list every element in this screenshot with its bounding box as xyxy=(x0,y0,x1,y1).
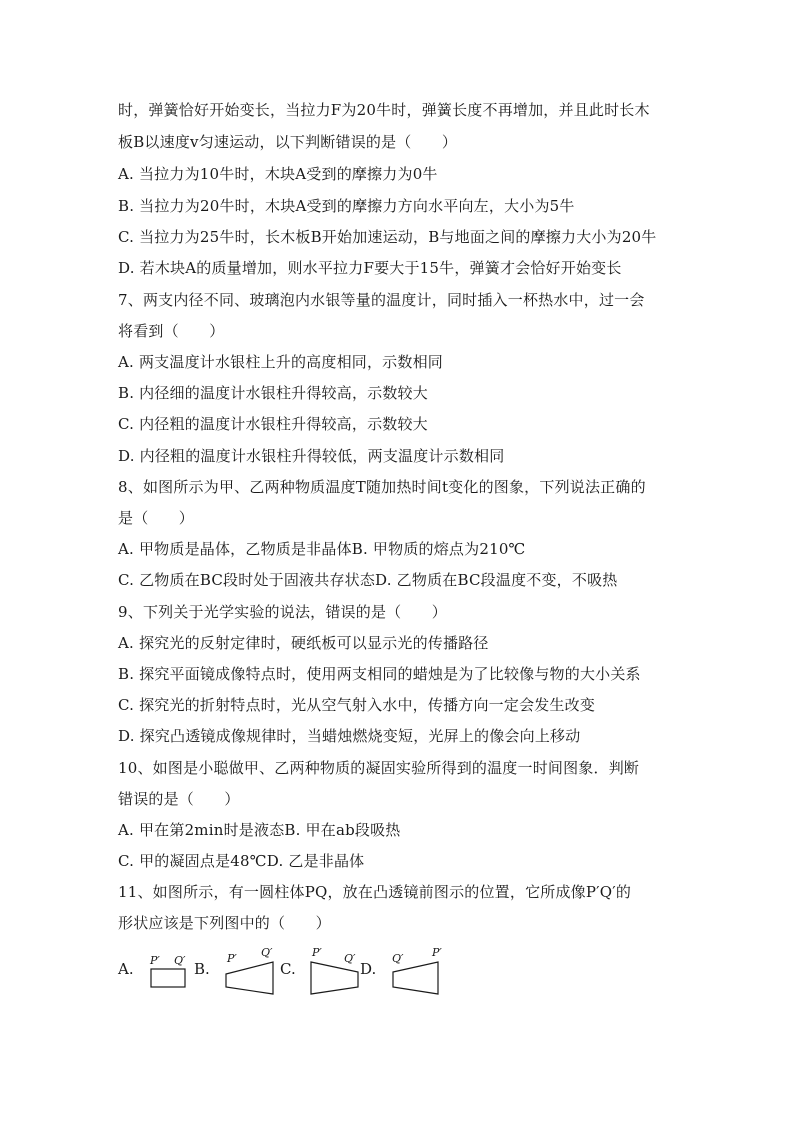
trapezoid-shape xyxy=(311,962,358,994)
option-a-figure xyxy=(148,945,190,995)
question-7-option-d: D. 内径粗的温度计水银柱升得较低，两支温度计示数相同 xyxy=(118,447,505,465)
text-line-4: B. 当拉力为20牛时，木块A受到的摩擦力方向水平向左，大小为5牛 xyxy=(118,197,575,215)
question-9-option-b: B. 探究平面镜成像特点时，使用两支相同的蜡烛是为了比较像与物的大小关系 xyxy=(118,665,641,683)
question-7-option-c: C. 内径粗的温度计水银柱升得较高，示数较大 xyxy=(118,415,428,433)
text-line-5: C. 当拉力为25牛时，长木板B开始加速运动，B与地面之间的摩擦力大小为20牛 xyxy=(118,228,657,246)
question-8-stem: 8、如图所示为甲、乙两种物质温度T随加热时间t变化的图象，下列说法正确的 xyxy=(118,478,646,496)
question-7-stem-cont: 将看到（ ） xyxy=(118,322,225,340)
q-prime-label: Q′ xyxy=(174,954,186,967)
question-8-stem-cont: 是（ ） xyxy=(118,509,195,527)
trapezoid-shape xyxy=(226,962,273,994)
question-9-option-d: D. 探究凸透镜成像规律时，当蜡烛燃烧变短，光屏上的像会向上移动 xyxy=(118,727,581,745)
text-line-1: 时，弹簧恰好开始变长，当拉力F为20牛时，弹簧长度不再增加，并且此时长木 xyxy=(118,101,650,119)
question-9-stem: 9、下列关于光学实验的说法，错误的是（ ） xyxy=(118,603,447,621)
text-line-2: 板B以速度v匀速运动，以下判断错误的是（ ） xyxy=(118,133,458,151)
question-10-options-ab: A. 甲在第2min时是液态B. 甲在ab段吸热 xyxy=(118,821,401,839)
text-line-6: D. 若木块A的质量增加，则水平拉力F要大于15牛，弹簧才会恰好开始变长 xyxy=(118,259,622,277)
question-10-stem-cont: 错误的是（ ） xyxy=(118,790,240,808)
q-prime-label: Q′ xyxy=(392,952,404,965)
question-8-options-ab: A. 甲物质是晶体，乙物质是非晶体B. 甲物质的熔点为210℃ xyxy=(118,540,526,558)
question-11-stem-cont: 形状应该是下列图中的（ ） xyxy=(118,914,331,932)
question-11-stem: 11、如图所示，有一圆柱体PQ，放在凸透镜前图示的位置，它所成像P′Q′的 xyxy=(118,883,632,901)
question-7-option-b: B. 内径细的温度计水银柱升得较高，示数较大 xyxy=(118,384,428,402)
p-prime-label: P′ xyxy=(227,952,237,965)
option-d-label: D. xyxy=(360,960,377,978)
p-prime-label: P′ xyxy=(432,946,442,959)
question-9-option-c: C. 探究光的折射特点时，光从空气射入水中，传播方向一定会发生改变 xyxy=(118,696,596,714)
option-b-figure xyxy=(223,945,283,995)
p-prime-label: P′ xyxy=(150,954,160,967)
option-a-label: A. xyxy=(118,960,134,978)
trapezoid-shape xyxy=(393,962,438,994)
question-7-stem: 7、两支内径不同、玻璃泡内水银等量的温度计，同时插入一杯热水中，过一会 xyxy=(118,291,645,309)
p-prime-label: P′ xyxy=(312,946,322,959)
rectangle-shape xyxy=(151,969,185,987)
question-9-option-a: A. 探究光的反射定律时，硬纸板可以显示光的传播路径 xyxy=(118,634,489,652)
option-c-figure xyxy=(308,945,368,995)
question-10-options-cd: C. 甲的凝固点是48℃D. 乙是非晶体 xyxy=(118,852,365,870)
q-prime-label: Q′ xyxy=(344,952,356,965)
question-8-options-cd: C. 乙物质在BC段时处于固液共存状态D. 乙物质在BC段温度不变，不吸热 xyxy=(118,571,618,589)
option-c-label: C. xyxy=(280,960,296,978)
option-d-figure xyxy=(390,945,450,995)
question-7-option-a: A. 两支温度计水银柱上升的高度相同，示数相同 xyxy=(118,353,443,371)
text-line-3: A. 当拉力为10牛时，木块A受到的摩擦力为0牛 xyxy=(118,165,438,183)
option-b-label: B. xyxy=(194,960,210,978)
question-11-figure-options xyxy=(118,945,458,995)
question-10-stem: 10、如图是小聪做甲、乙两种物质的凝固实验所得到的温度一时间图象．判断 xyxy=(118,759,640,777)
q-prime-label: Q′ xyxy=(261,946,273,959)
